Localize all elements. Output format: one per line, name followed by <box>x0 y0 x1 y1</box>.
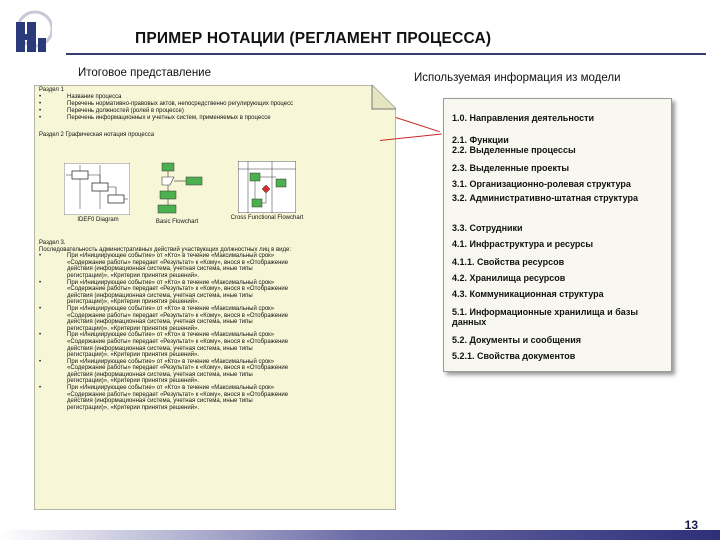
model-info-item: 5.1. Информационные хранилища и базы данных <box>452 307 639 327</box>
title-divider <box>66 53 706 55</box>
idef0-diagram-thumbnail <box>64 163 130 215</box>
footer-bar <box>0 524 720 540</box>
document-sheet <box>34 85 396 510</box>
basic-flowchart-thumbnail <box>146 161 206 217</box>
model-info-item: 4.1. Инфраструктура и ресурсы <box>452 239 594 249</box>
model-info-item: 4.3. Коммуникационная структура <box>452 289 604 299</box>
model-info-item: 3.1. Организационно-ролевая структура <box>452 179 631 189</box>
section-1 <box>39 87 379 139</box>
model-info-item: 4.1.1. Свойства ресурсов <box>452 257 565 267</box>
connector-line <box>396 117 440 132</box>
section3-item: • При «Инициирующее событие» от «Кто» в течение «Максимальный срок» «Содержание работы» передает «Результат» к «Кому», внося в «Отображение действия (информационная система, учетная система, иные типы регистрации)», «Критерии принятия решений». <box>39 305 289 332</box>
section1-item: • Перечень информационных и учетных систем, применяемых в процессе <box>39 115 271 121</box>
left-heading: Итоговое представление <box>78 67 211 79</box>
model-info-item: 4.2. Хранилища ресурсов <box>452 273 566 283</box>
section-3 <box>39 240 369 411</box>
section1-item: • Перечень нормативно-правовых актов, непосредственно регулирующих процесс <box>39 101 294 107</box>
section3-list <box>39 253 369 411</box>
model-info-item: 2.1. Функции <box>452 135 509 145</box>
idef0-caption: IDEF0 Diagram <box>77 217 119 223</box>
model-info-item: 3.2. Административно-штатная структура <box>452 193 639 203</box>
section3-item: • При «Инициирующее событие» от «Кто» в течение «Максимальный срок» «Содержание работы» передает «Результат» к «Кому», внося в «Отображение действия (информационная система, учетная система, иные типы регистрации)», «Критерии принятия решений». <box>39 332 289 359</box>
cross-functional-caption: Cross Functional Flowchart <box>230 215 304 221</box>
model-info-item: 2.2. Выделенные процессы <box>452 145 576 155</box>
cross-functional-flowchart-thumbnail <box>238 161 296 213</box>
section1-title: Раздел 1 <box>39 87 64 93</box>
section2-title: Раздел 2 Графическая нотация процесса <box>39 132 155 138</box>
page-number: 13 <box>684 518 698 532</box>
model-info-item: 2.3. Выделенные проекты <box>452 163 570 173</box>
hse-logo <box>14 10 52 54</box>
section3-item: • При «Инициирующее событие» от «Кто» в течение «Максимальный срок» «Содержание работы» передает «Результат» к «Кому», внося в «Отображение действия (информационная система, учетная система, иные типы регистрации)», «Критерии принятия решений». <box>39 385 289 411</box>
model-info-item: 5.2.1. Свойства документов <box>452 351 576 361</box>
model-info-item: 1.0. Направления деятельности <box>452 113 595 123</box>
model-info-item: 5.2. Документы и сообщения <box>452 335 582 345</box>
section3-item: • При «Инициирующее событие» от «Кто» в течение «Максимальный срок» «Содержание работы» передает «Результат» к «Кому», внося в «Отображение действия (информационная система, учетная система, иные типы регистрации)», «Критерии принятия решений». <box>39 253 289 279</box>
section3-item: • При «Инициирующее событие» от «Кто» в течение «Максимальный срок» «Содержание работы» передает «Результат» к «Кому», внося в «Отображение действия (информационная система, учетная система, иные типы регистрации)», «Критерии принятия решений». <box>39 279 289 306</box>
section3-title: Раздел 3. <box>39 240 66 246</box>
right-heading: Используемая информация из модели <box>414 72 621 84</box>
section1-item: • Перечень должностей (ролей в процессе) <box>39 108 184 114</box>
page-title: ПРИМЕР НОТАЦИИ (РЕГЛАМЕНТ ПРОЦЕССА) <box>135 30 492 47</box>
basic-flowchart-caption: Basic Flowchart <box>155 219 199 225</box>
model-info-item: 3.3. Сотрудники <box>452 223 523 233</box>
model-info-panel <box>443 98 672 372</box>
section1-item: • Название процесса <box>39 94 122 100</box>
section3-intro: Последовательность административных действий участвующих должностных лиц в виде: <box>39 246 291 253</box>
section3-item: • При «Инициирующее событие» от «Кто» в течение «Максимальный срок» «Содержание работы» передает «Результат» к «Кому», внося в «Отображение действия (информационная система, учетная система, иные типы регистрации)», «Критерии принятия решений». <box>39 358 289 385</box>
